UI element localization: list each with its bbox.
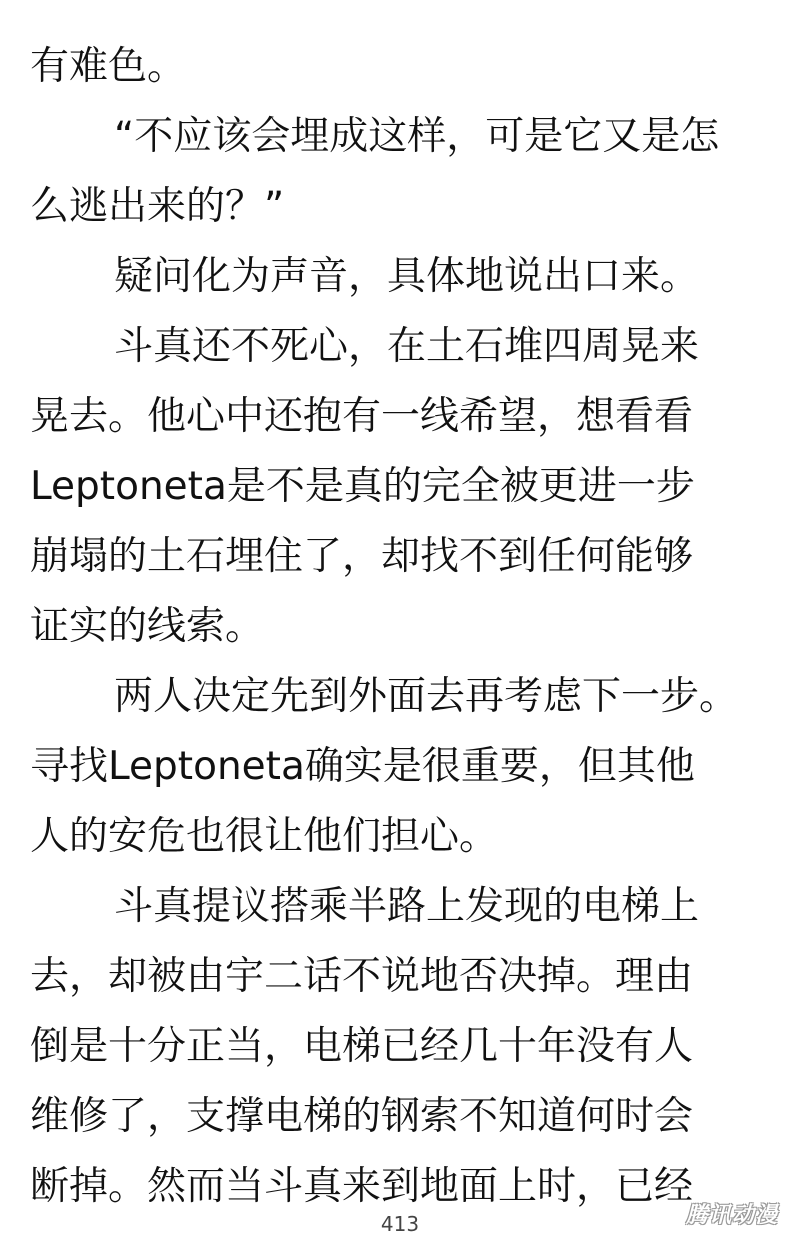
text-line: 斗真还不死心，在土石堆四周晃来	[114, 324, 700, 369]
watermark-logo: 腾讯动漫	[685, 1203, 778, 1228]
text-line: 晃去。他心中还抱有一线希望，想看看	[30, 394, 694, 439]
body-text	[30, 32, 775, 1222]
text-line: 么逃出来的？”	[30, 184, 285, 229]
text-line: 两人决定先到外面去再考虑下一步。	[114, 674, 739, 719]
text-line: 维修了，支撑电梯的钢索不知道何时会	[30, 1094, 694, 1139]
text-line: 证实的线索。	[30, 604, 265, 649]
text-line: Leptoneta是不是真的完全被更进一步	[30, 464, 695, 509]
text-line: 去，却被由宇二话不说地否决掉。理由	[30, 954, 694, 999]
text-line: 斗真提议搭乘半路上发现的电梯上	[114, 884, 700, 929]
text-line: 寻找Leptoneta确实是很重要，但其他	[30, 744, 695, 789]
text-line: 有难色。	[30, 44, 187, 89]
text-line: 疑问化为声音，具体地说出口来。	[114, 254, 700, 299]
page-number: 413	[380, 1212, 420, 1236]
text-line: 崩塌的土石埋住了，却找不到任何能够	[30, 534, 694, 579]
text-line: 断掉。然而当斗真来到地面上时，已经	[30, 1164, 694, 1209]
text-line: 倒是十分正当，电梯已经几十年没有人	[30, 1024, 694, 1069]
text-line: “不应该会埋成这样，可是它又是怎	[114, 114, 720, 159]
text-line: 人的安危也很让他们担心。	[30, 814, 499, 859]
